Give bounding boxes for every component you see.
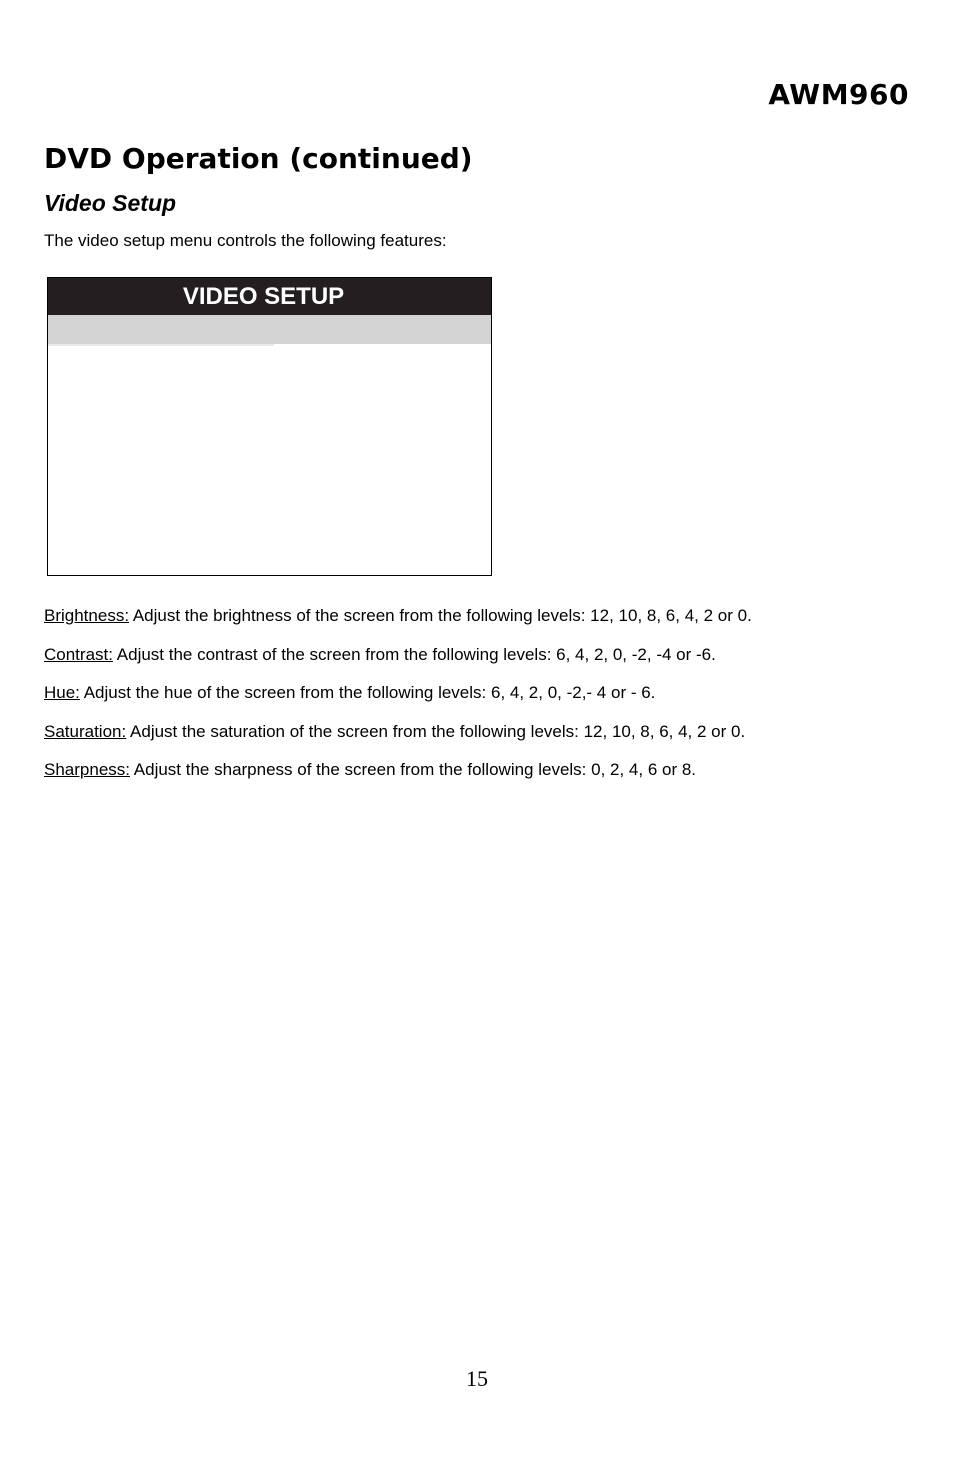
- menu-highlight-row: [48, 315, 491, 344]
- feature-term: Hue:: [44, 683, 80, 702]
- page-number: 15: [466, 1366, 488, 1391]
- intro-text: The video setup menu controls the following features:: [44, 231, 447, 250]
- subsection-title: Video Setup: [44, 190, 177, 216]
- section-title: DVD Operation (continued): [44, 142, 473, 175]
- menu-highlight-tab: [48, 344, 274, 346]
- feature-item-brightness: [44, 606, 924, 645]
- feature-description: Adjust the contrast of the screen from the following levels: 6, 4, 2, 0, -2, -4 or -6.: [112, 644, 716, 664]
- feature-item-saturation: [44, 722, 924, 761]
- feature-description: Adjust the sharpness of the screen from the following levels: 0, 2, 4, 6 or 8.: [130, 760, 697, 779]
- feature-item-sharpness: [44, 760, 924, 799]
- feature-term: Contrast:: [44, 644, 113, 664]
- feature-term: Sharpness:: [44, 760, 130, 779]
- feature-description: Adjust the hue of the screen from the following levels: 6, 4, 2, 0, -2,- 4 or - 6.: [79, 683, 656, 702]
- feature-description: Adjust the brightness of the screen from the following levels: 12, 10, 8, 6, 4, 2 or 0.: [129, 606, 752, 625]
- menu-title-bar: VIDEO SETUP: [48, 278, 491, 315]
- feature-description: Adjust the saturation of the screen from the following levels: 12, 10, 8, 6, 4, 2 or 0.: [126, 721, 746, 741]
- model-name: AWM960: [768, 78, 909, 111]
- feature-list: [44, 606, 924, 799]
- feature-term: Saturation:: [44, 721, 127, 741]
- feature-item-hue: [44, 683, 924, 722]
- feature-term: Brightness:: [44, 606, 130, 625]
- feature-item-contrast: [44, 645, 924, 684]
- video-setup-menu-illustration: [47, 277, 492, 576]
